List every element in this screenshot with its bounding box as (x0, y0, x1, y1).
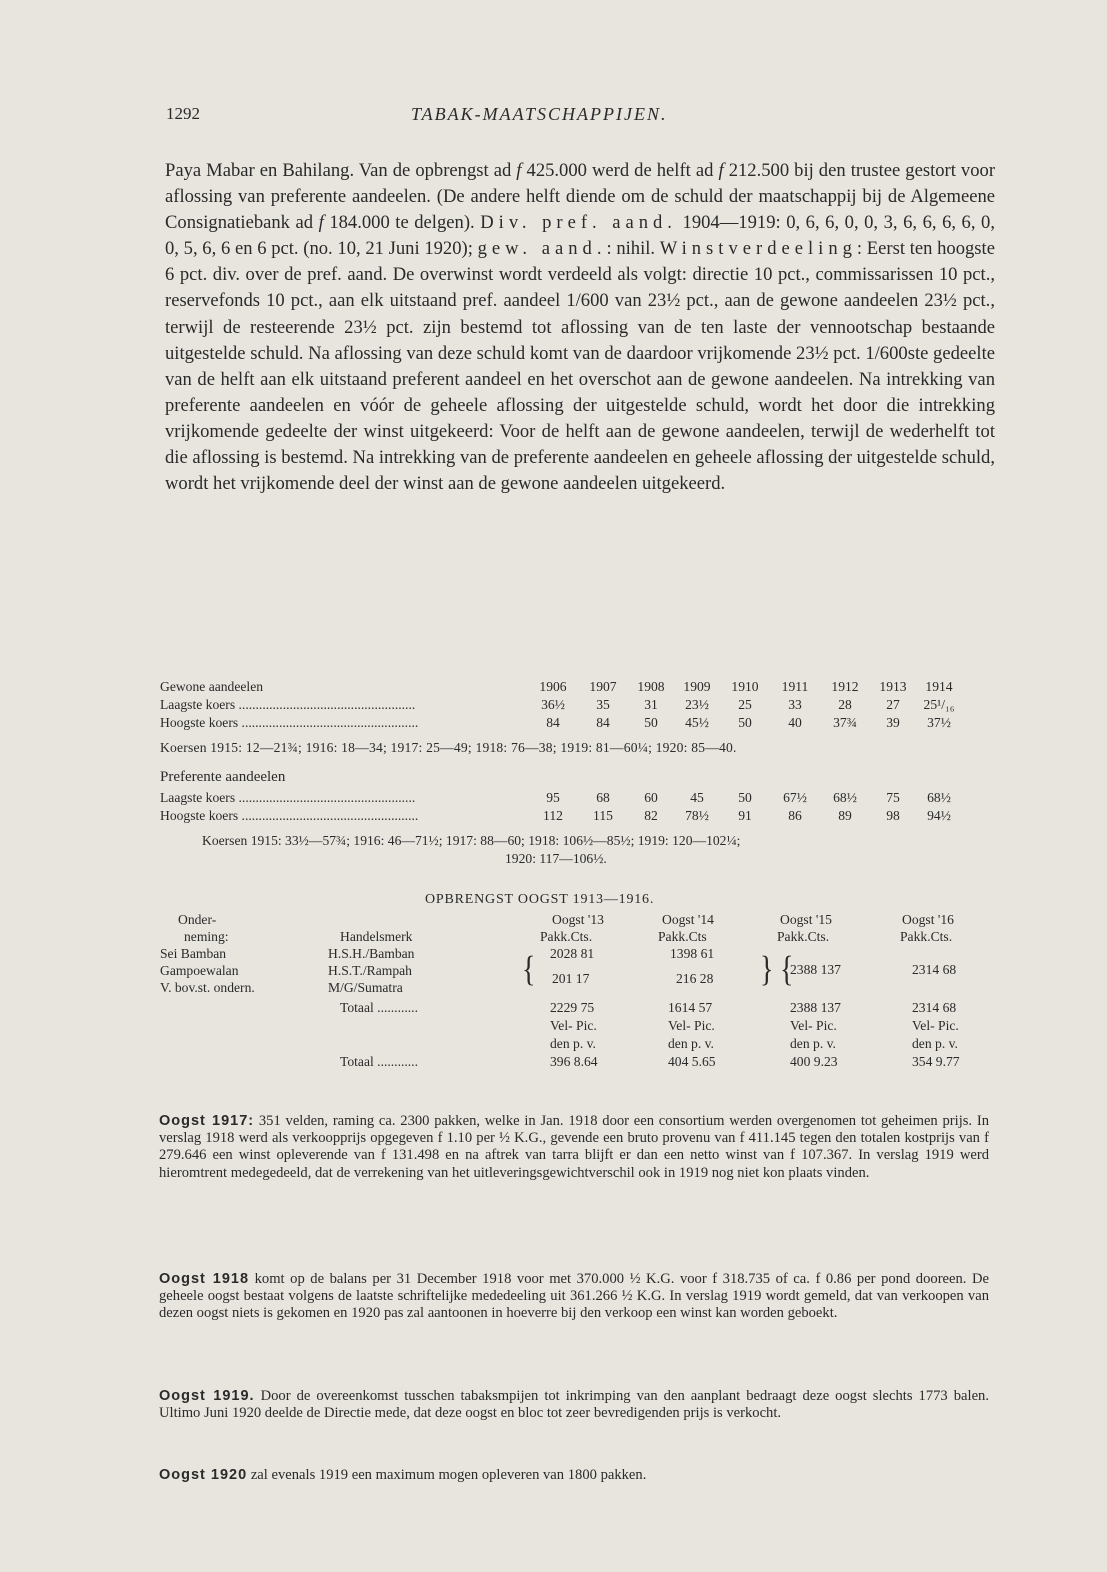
table-cell: 27 (886, 697, 900, 712)
table-cell: 33 (788, 697, 802, 712)
table-cell: Vel- Pic. (790, 1018, 837, 1033)
florin-sign: f (516, 160, 522, 181)
table-cell: 84 (546, 715, 560, 730)
winstverdeeling-label: Winstverdeeling (659, 238, 857, 260)
page-number: 1292 (166, 104, 200, 123)
column-header: Pakk.Cts. (540, 929, 593, 944)
paragraph-text: zal evenals 1919 een maximum mogen opleveren van 1800 pakken. (250, 1467, 647, 1483)
column-header: Pakk.Cts. (900, 929, 953, 944)
table-cell: 67½ (783, 790, 807, 805)
paragraph-heading: Oogst 1917: (159, 1113, 255, 1129)
text-segment: van 23½ pct., aan de gewone aandeelen 23½ pct., terwijl de resteerende 23½ pct. zijn bestemd tot aflossing van de ten laste der vennootschap bestaande uitgestelde schuld. Na aflossing van deze schuld komt van de daardoor vrijkomende 23½ pct. (165, 290, 995, 364)
table-cell: Vel- Pic. (550, 1018, 597, 1033)
table-title: OPBRENGST OOGST 1913—1916. (425, 892, 655, 907)
totaal-label: Totaal ............ (340, 1000, 418, 1015)
column-header: Oogst '13 (552, 912, 604, 927)
table-cell: 89 (838, 808, 852, 823)
fraction: 1/600 (566, 290, 609, 312)
koersen-line: 1920: 117—106½. (505, 851, 607, 866)
table-cell: 98 (886, 808, 900, 823)
table-cell: 50 (738, 715, 752, 730)
table-cell: 216 28 (676, 971, 714, 986)
table-cell: 45 (690, 790, 704, 805)
running-title: TABAK-MAATSCHAPPIJEN. (411, 104, 668, 124)
table-row (160, 697, 1000, 714)
paragraph-heading: Oogst 1918 (159, 1271, 250, 1287)
table-cell: 60 (644, 790, 658, 805)
table-cell: den p. v. (912, 1036, 958, 1051)
merk-cell: M/G/Sumatra (328, 980, 403, 995)
page-header (166, 104, 996, 134)
row-label: Hoogste koers .................................................... (160, 808, 419, 823)
paragraph-text: 351 velden, raming ca. 2300 pakken, welke in Jan. 1918 door een consortium werden overgenomen tot geheimen prijs. In verslag 1918 werd als verkoopprijs opgegeven f 1.10 per ½ K.G., gevende een bruto provenu van f 411.145 tegen den totalen kostprijs van f 279.646 een winst opleverende van f 131.498 en na aftrek van tarra blijft er dan een netto winst van f 107.367. In verslag 1919 werd hieromtrent medegedeeld, dat de verrekening van het uitleveringsgewichtverschil ook in 1919 nog niet kon plaats vinden. (159, 1113, 989, 1181)
table-cell: 78½ (685, 808, 709, 823)
paragraph-heading: Oogst 1920 (159, 1467, 248, 1483)
table-header-row (160, 769, 1000, 786)
table-title: Preferente aandeelen (160, 769, 286, 785)
table-row (160, 715, 1000, 732)
florin-sign: f (718, 160, 724, 181)
table-cell: 86 (788, 808, 802, 823)
totaal-label-text: Totaal (340, 1000, 374, 1015)
table-cell: den p. v. (550, 1036, 596, 1051)
table-cell: 40 (788, 715, 802, 730)
table-cell: den p. v. (790, 1036, 836, 1051)
table-cell: 37½ (927, 715, 951, 730)
paragraph-text: Door de overeenkomst tusschen tabaksmpijen tot inkrimping van den aanplant bedraagt deze oogst slechts 1773 balen. Ultimo Juni 1920 deelde de Directie mede, dat deze oogst en bloc tot zeer bevredigenden prijs is verkocht. (159, 1388, 989, 1422)
row-label-text: Hoogste koers (160, 715, 239, 730)
table-cell: 50 (738, 790, 752, 805)
table-cell: 396 8.64 (550, 1054, 598, 1069)
text-segment: Paya Mabar en Bahilang. Van de opbrengst ad (165, 160, 512, 181)
row-label: Laagste koers .................................................... (160, 790, 416, 805)
text-segment: 184.000 te delgen). (329, 212, 475, 234)
table-cell: 1398 61 (670, 946, 715, 961)
table-cell: 35 (596, 697, 610, 712)
table-cell: 68½ (833, 790, 857, 805)
text-segment: ste gedeelte van de helft aan elk uitstaand preferent aandeel en het overschot aan de gewone aandeelen. Na intrekking van preferente aandeelen en vóór de geheele aflossing der uitgestelde schuld, wordt het door die intrekking vrijkomende gedeelte der winst uitgekeerd: Voor de helft aan de gewone aandeelen, terwijl de wederhelft tot die aflossing is bestemd. Na intrekking van de preferente aandeelen en geheele aflossing der uitgestelde schuld, wordt het vrijkomende deel der winst aan de gewone aandeelen uitgekeerd. (165, 342, 995, 495)
table-cell: 1614 57 (668, 1000, 713, 1015)
table-cell: 68½ (927, 790, 951, 805)
table-cell: 2229 75 (550, 1000, 595, 1015)
column-header: Handelsmerk (340, 929, 413, 944)
oogst-1919-paragraph (159, 1388, 989, 1422)
totaal-label: Totaal ............ (340, 1054, 418, 1069)
merk-cell: H.S.H./Bamban (328, 946, 415, 961)
table-cell: 45½ (685, 715, 709, 730)
text-segment: 212.500 bij den trustee gestort voor aflossing van preferente aandeelen. (De andere helft diende om de schuld der maatschappij bij de Algemeene Consignatiebank ad (165, 160, 996, 234)
table-cell: den p. v. (668, 1036, 714, 1051)
table-cell: 2388 137 (790, 1000, 841, 1015)
year-header: 1912 (831, 679, 859, 694)
year-header: 1910 (731, 679, 759, 694)
onderneming-cell: V. bov.st. ondern. (160, 980, 255, 995)
onderneming-cell: Sei Bamban (160, 946, 227, 961)
column-header: Oogst '15 (780, 912, 832, 927)
year-header: 1911 (781, 679, 809, 694)
year-header: 1906 (539, 679, 567, 694)
table-cell: 37¾ (833, 715, 857, 730)
table-cell: 95 (546, 790, 560, 805)
table-cell: 354 9.77 (912, 1054, 960, 1069)
table-cell: 25¹/₁₆ (923, 697, 955, 712)
column-header: Oogst '14 (662, 912, 714, 927)
column-header: neming: (184, 929, 229, 944)
paragraph-heading: Oogst 1919. (159, 1388, 255, 1404)
table-cell: 2314 68 (912, 962, 957, 977)
column-header: Onder- (178, 912, 217, 927)
div-pref-label: Div. pref. aand. (480, 212, 677, 234)
table-cell: 2388 137 (790, 962, 841, 977)
table-cell: 82 (644, 808, 658, 823)
year-header: 1908 (637, 679, 665, 694)
table-cell: 28 (838, 697, 852, 712)
table-cell: 2028 81 (550, 946, 595, 961)
row-label-text: Laagste koers (160, 697, 236, 712)
oogst-1920-paragraph (159, 1467, 989, 1484)
onderneming-cell: Gampoewalan (160, 963, 239, 978)
table-cell: 400 9.23 (790, 1054, 838, 1069)
table-row (160, 790, 1000, 807)
merk-cell: H.S.T./Rampah (328, 963, 412, 978)
table-cell: 84 (596, 715, 610, 730)
row-label-text: Laagste koers (160, 790, 236, 805)
table-cell: 201 17 (552, 971, 590, 986)
table-cell: 31 (644, 697, 658, 712)
florin-sign: f (318, 212, 324, 234)
table-header-row (160, 679, 1000, 696)
table-cell: 112 (543, 808, 563, 823)
koersen-line: Koersen 1915: 33½—57¾; 1916: 46—71½; 1917: 88—60; 1918: 106½—85½; 1919: 120—102¼; (202, 833, 741, 848)
gew-aand-label: gew. aand. (477, 238, 607, 260)
table-cell: 25 (738, 697, 752, 712)
text-segment: : Eerst ten hoogste 6 pct. div. over de pref. aand. De overwinst wordt verdeeld als volgt: directie 10 pct., commissarissen 10 pct., reservefonds 10 pct., aan elk uitstaand pref. aandeel (165, 238, 995, 312)
table-cell: Vel- Pic. (668, 1018, 715, 1033)
table-cell: 94½ (927, 808, 951, 823)
table-cell: 91 (738, 808, 752, 823)
row-label: Hoogste koers .................................................... (160, 715, 419, 730)
table-row (160, 808, 1000, 825)
brace-icon: { (780, 949, 794, 990)
totaal-label-text: Totaal (340, 1054, 374, 1069)
brace-icon: { (522, 949, 536, 990)
table-cell: 2314 68 (912, 1000, 957, 1015)
table-cell: 75 (886, 790, 900, 805)
year-header: 1913 (879, 679, 907, 694)
row-label-text: Hoogste koers (160, 808, 239, 823)
column-header: Pakk.Cts. (777, 929, 830, 944)
row-label: Laagste koers .................................................... (160, 697, 416, 712)
table-cell: 404 5.65 (668, 1054, 716, 1069)
table-cell: 50 (644, 715, 658, 730)
text-segment: : nihil. (606, 238, 656, 260)
text-segment: 425.000 werd de helft ad (526, 160, 714, 181)
table-title: Gewone aandeelen (160, 679, 264, 694)
oogst-1918-paragraph (159, 1271, 989, 1323)
fraction: 1/600 (865, 342, 908, 364)
year-header: 1914 (925, 679, 953, 694)
year-header: 1909 (683, 679, 711, 694)
year-header: 1907 (589, 679, 617, 694)
oogst-1917-paragraph (159, 1113, 989, 1182)
column-header: Pakk.Cts (658, 929, 707, 944)
brace-icon: } (760, 949, 774, 990)
column-header: Oogst '16 (902, 912, 954, 927)
table-cell: 68 (596, 790, 610, 805)
company-description (165, 158, 995, 497)
table-cell: Vel- Pic. (912, 1018, 959, 1033)
table-cell: 23½ (685, 697, 709, 712)
koersen-line: Koersen 1915: 12—21¾; 1916: 18—34; 1917: 25—49; 1918: 76—38; 1919: 81—60¼; 1920: 85—40. (160, 740, 737, 755)
text-segment: 1904—1919: 0, 6, 6, 0, 0, 3, 6, 6, 6, 6, 0, 0, 5, 6, 6 en 6 pct. (no. 10, 21 Juni 1920); (165, 212, 995, 260)
table-cell: 115 (593, 808, 613, 823)
paragraph-text: komt op de balans per 31 December 1918 voor met 370.000 ½ K.G. voor f 318.735 of ca. f 0.86 per pond dooreen. De geheele oogst bestaat volgens de laatste schriftelijke mededeeling uit 361.266 ½ K.G. In verslag 1919 wordt gemeld, dat van verkoopen van dezen oogst niets is gekomen en 1920 pas zal aantoonen in hoeverre bij den verkoop een winst kan worden geboekt. (159, 1271, 990, 1322)
table-cell: 36½ (541, 697, 565, 712)
table-cell: 39 (886, 715, 900, 730)
